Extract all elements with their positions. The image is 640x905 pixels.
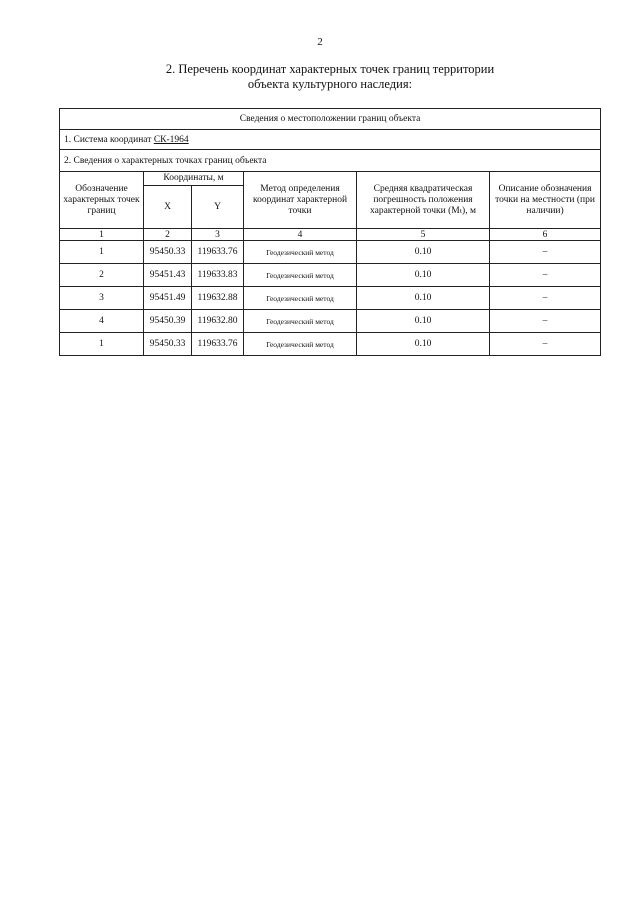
column-header-error: Средняя квадратическая погрешность положения характерной точки (Mₜ), м — [357, 172, 490, 229]
column-number: 3 — [192, 229, 244, 241]
document-heading — [60, 62, 600, 92]
x-cell: 95450.39 — [144, 310, 192, 333]
point-cell: 2 — [60, 264, 144, 287]
column-header-method: Метод определения координат характерной точки — [244, 172, 357, 229]
table-row — [60, 241, 601, 264]
y-cell: 119633.83 — [192, 264, 244, 287]
column-header-description: Описание обозначения точки на местности (при наличии) — [490, 172, 601, 229]
x-cell: 95451.49 — [144, 287, 192, 310]
y-cell: 119632.88 — [192, 287, 244, 310]
point-cell: 1 — [60, 333, 144, 356]
y-cell: 119632.80 — [192, 310, 244, 333]
description-cell: – — [490, 287, 601, 310]
column-header-designation: Обозначение характерных точек границ — [60, 172, 144, 229]
page-number: 2 — [317, 36, 323, 48]
y-cell: 119633.76 — [192, 241, 244, 264]
table-row — [60, 333, 601, 356]
error-cell: 0.10 — [357, 264, 490, 287]
method-cell: Геодезический метод — [244, 287, 357, 310]
y-cell: 119633.76 — [192, 333, 244, 356]
description-cell: – — [490, 264, 601, 287]
column-number: 1 — [60, 229, 144, 241]
error-cell: 0.10 — [357, 333, 490, 356]
column-number: 2 — [144, 229, 192, 241]
method-cell: Геодезический метод — [244, 241, 357, 264]
column-number: 4 — [244, 229, 357, 241]
point-cell: 1 — [60, 241, 144, 264]
description-cell: – — [490, 310, 601, 333]
coordinate-system-label: 1. Система координат — [64, 134, 152, 145]
heading-line-1: 2. Перечень координат характерных точек границ территории — [165, 62, 495, 76]
column-header-y: Y — [192, 186, 244, 229]
column-number: 6 — [490, 229, 601, 241]
table-row — [60, 287, 601, 310]
point-cell: 4 — [60, 310, 144, 333]
section-title: Сведения о местоположении границ объекта — [60, 109, 601, 130]
coordinate-system-row — [60, 130, 601, 150]
description-cell: – — [490, 241, 601, 264]
column-header-x: X — [144, 186, 192, 229]
column-header-coordinates: Координаты, м — [144, 172, 244, 186]
points-title: 2. Сведения о характерных точках границ объекта — [60, 150, 601, 172]
description-cell: – — [490, 333, 601, 356]
table-row — [60, 264, 601, 287]
method-cell: Геодезический метод — [244, 333, 357, 356]
error-cell: 0.10 — [357, 241, 490, 264]
column-number: 5 — [357, 229, 490, 241]
error-cell: 0.10 — [357, 310, 490, 333]
error-cell: 0.10 — [357, 287, 490, 310]
method-cell: Геодезический метод — [244, 310, 357, 333]
coordinates-table — [59, 108, 601, 356]
method-cell: Геодезический метод — [244, 264, 357, 287]
x-cell: 95451.43 — [144, 264, 192, 287]
x-cell: 95450.33 — [144, 333, 192, 356]
table-row — [60, 310, 601, 333]
coordinate-system-value: СК-1964 — [153, 134, 189, 145]
heading-line-2: объекта культурного наследия: — [247, 77, 413, 91]
x-cell: 95450.33 — [144, 241, 192, 264]
point-cell: 3 — [60, 287, 144, 310]
